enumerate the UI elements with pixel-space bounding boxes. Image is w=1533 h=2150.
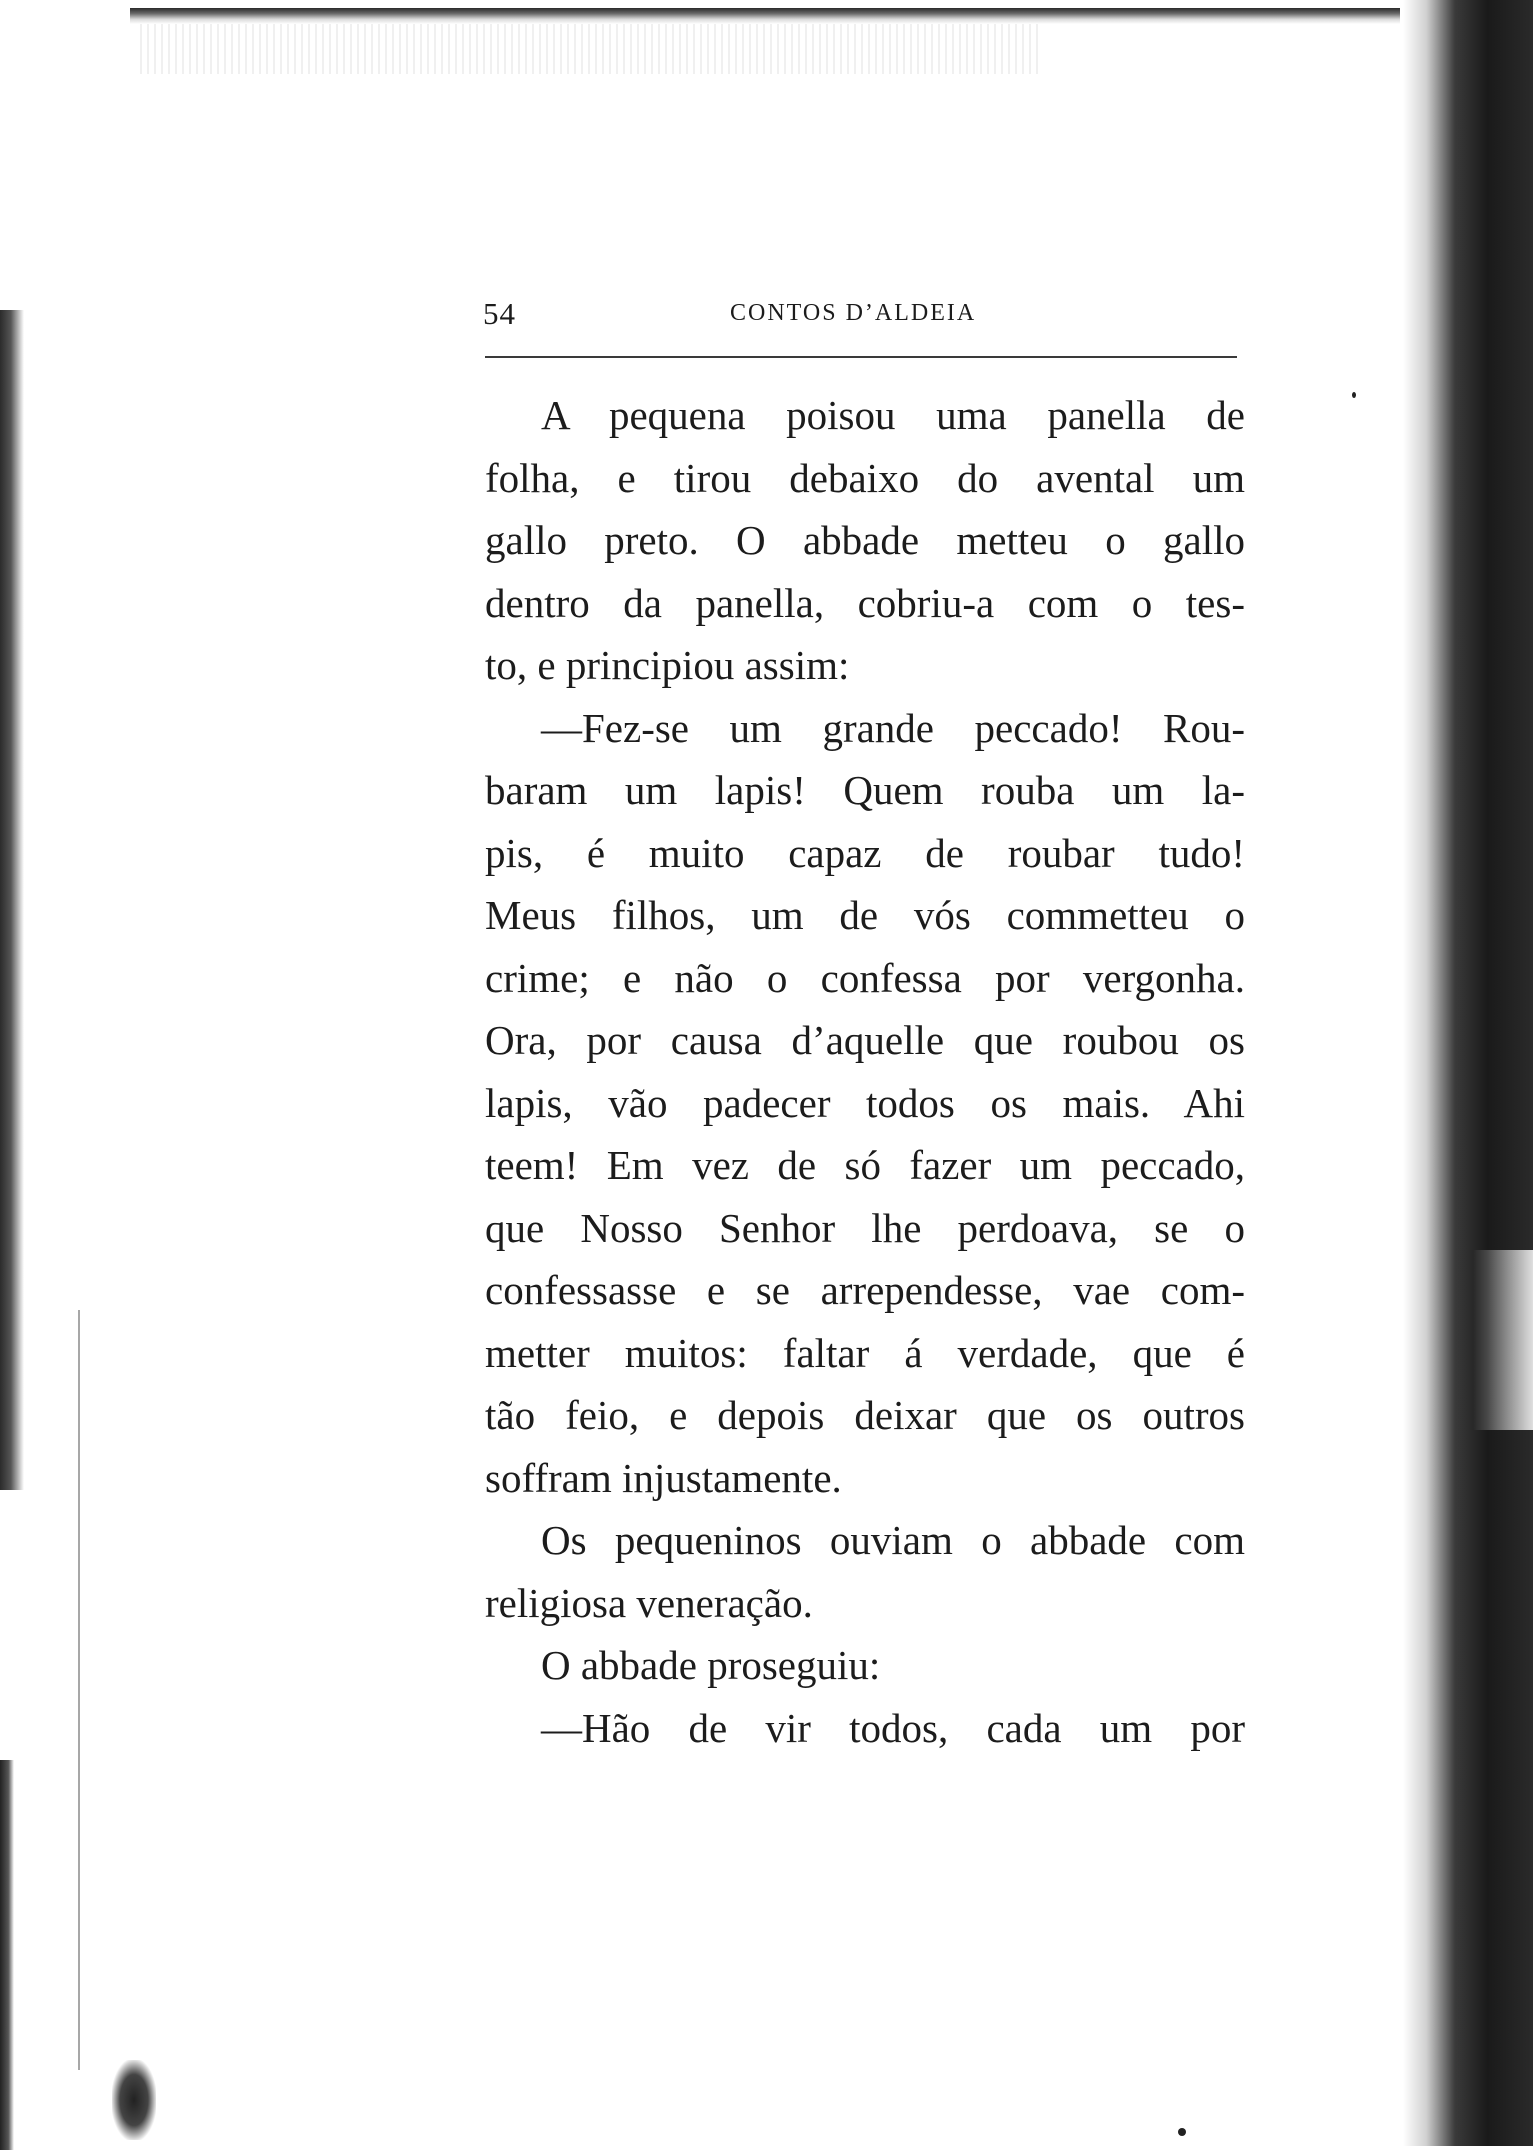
scan-right-edge-fade bbox=[1473, 1250, 1533, 1430]
text-line: religiosa veneração. bbox=[485, 1579, 813, 1626]
header-rule bbox=[485, 356, 1237, 358]
text-line: Meus filhos, um de vós commetteu o bbox=[485, 892, 1245, 938]
text-line: que Nosso Senhor lhe perdoava, se o bbox=[485, 1204, 1245, 1251]
scan-corner-blot bbox=[112, 2060, 156, 2140]
body-text bbox=[485, 384, 1245, 1759]
text-line: —Hão de vir todos, cada um por bbox=[541, 1704, 1245, 1751]
text-line: Ora, por causa d’aquelle que roubou os bbox=[485, 1017, 1245, 1063]
text-line: O abbade proseguiu: bbox=[541, 1642, 881, 1688]
text-line: folha, e tirou debaixo do avental um bbox=[485, 454, 1245, 501]
text-line: pis, é muito capaz de roubar tudo! bbox=[485, 829, 1245, 876]
text-line: soffram injustamente. bbox=[485, 1454, 842, 1501]
page-number: 54 bbox=[483, 296, 516, 331]
text-line: confessasse e se arrependesse, vae com- bbox=[485, 1267, 1245, 1313]
text-line: metter muitos: faltar á verdade, que é bbox=[485, 1329, 1245, 1376]
scan-left-line bbox=[78, 1310, 80, 2070]
text-line: tão feio, e depois deixar que os outros bbox=[485, 1392, 1245, 1438]
scan-speck bbox=[1178, 2128, 1186, 2136]
text-line: teem! Em vez de só fazer um peccado, bbox=[485, 1142, 1245, 1188]
text-line: gallo preto. O abbade metteu o gallo bbox=[485, 517, 1245, 563]
scan-speck bbox=[1352, 392, 1356, 398]
scan-left-edge bbox=[0, 310, 24, 1490]
text-line: lapis, vão padecer todos os mais. Ahi bbox=[485, 1079, 1245, 1126]
text-line: A pequena poisou uma panella de bbox=[541, 392, 1245, 438]
text-line: crime; e não o confessa por vergonha. bbox=[485, 954, 1245, 1001]
text-line: to, e principiou assim: bbox=[485, 642, 850, 688]
scan-right-edge bbox=[1403, 0, 1533, 2146]
text-line: dentro da panella, cobriu-a com o tes- bbox=[485, 579, 1245, 626]
scan-top-noise bbox=[140, 24, 1040, 74]
scan-left-edge-lower bbox=[0, 1760, 14, 2150]
text-line: —Fez-se um grande peccado! Rou- bbox=[541, 704, 1245, 751]
running-head: CONTOS D’ALDEIA bbox=[730, 300, 977, 326]
text-line: baram um lapis! Quem rouba um la- bbox=[485, 767, 1245, 813]
text-line: Os pequeninos ouviam o abbade com bbox=[541, 1517, 1245, 1563]
scan-top-edge bbox=[130, 8, 1400, 24]
